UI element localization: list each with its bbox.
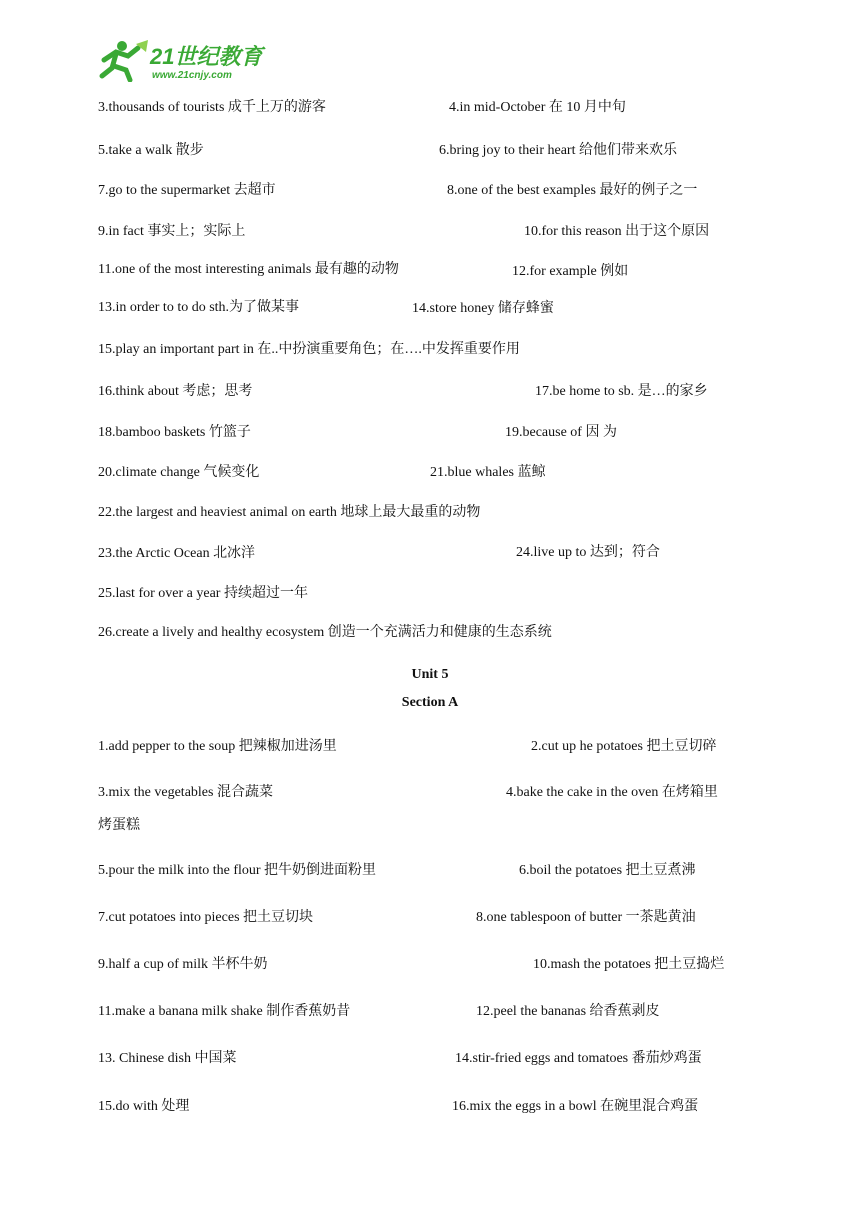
phrase-item: 16.think about 考虑；思考 [98,384,253,399]
phrase-item: 9.in fact 事实上；实际上 [98,224,246,239]
phrase-item: 11.one of the most interesting animals 最有趣的动物 [98,262,399,277]
phrase-item: 3.thousands of tourists 成千上万的游客 [98,100,326,115]
phrase-item: 18.bamboo baskets 竹篮子 [98,425,251,440]
phrase-item: 烤蛋糕 [98,818,140,833]
phrase-item: 19.because of 因 为 [505,425,617,440]
logo-graphic [98,38,268,82]
phrase-item: 25.last for over a year 持续超过一年 [98,586,308,601]
phrase-item: 20.climate change 气候变化 [98,465,260,480]
phrase-item: 1.add pepper to the soup 把辣椒加进汤里 [98,739,337,754]
phrase-item: 14.stir-fried eggs and tomatoes 番茄炒鸡蛋 [455,1051,702,1066]
phrase-item: 7.go to the supermarket 去超市 [98,183,276,198]
phrase-item: 3.mix the vegetables 混合蔬菜 [98,785,273,800]
phrase-item: 14.store honey 储存蜂蜜 [412,301,554,316]
phrase-item: 2.cut up he potatoes 把土豆切碎 [531,739,717,754]
unit-title: Unit 5 [411,667,449,682]
phrase-item: 4.bake the cake in the oven 在烤箱里 [506,785,718,800]
phrase-item: 4.in mid-October 在 10 月中旬 [449,100,626,115]
logo-sub-text: www.21cnjy.com [152,70,232,81]
logo [98,38,268,82]
phrase-item: 13.in order to to do sth.为了做某事 [98,300,300,315]
logo-main-text: 21世纪教育 [150,44,263,69]
phrase-item: 11.make a banana milk shake 制作香蕉奶昔 [98,1004,351,1019]
phrase-item: 8.one tablespoon of butter 一茶匙黄油 [476,910,696,925]
phrase-item: 15.play an important part in 在..中扮演重要角色；在….中发挥重要作用 [98,342,520,357]
phrase-item: 26.create a lively and healthy ecosystem 创造一个充满活力和健康的生态系统 [98,625,552,640]
phrase-item: 5.pour the milk into the flour 把牛奶倒进面粉里 [98,863,377,878]
section-title: Section A [401,695,459,710]
phrase-item: 15.do with 处理 [98,1099,190,1114]
phrase-item: 8.one of the best examples 最好的例子之一 [447,183,698,198]
phrase-item: 6.boil the potatoes 把土豆煮沸 [519,863,696,878]
phrase-item: 12.for example 例如 [512,264,629,279]
phrase-item: 6.bring joy to their heart 给他们带来欢乐 [439,143,677,158]
phrase-item: 22.the largest and heaviest animal on earth 地球上最大最重的动物 [98,505,481,520]
phrase-item: 10.for this reason 出于这个原因 [524,224,710,239]
phrase-item: 23.the Arctic Ocean 北冰洋 [98,546,256,561]
phrase-item: 24.live up to 达到；符合 [516,545,660,560]
phrase-item: 13. Chinese dish 中国菜 [98,1051,237,1066]
phrase-item: 17.be home to sb. 是…的家乡 [535,384,708,399]
phrase-item: 16.mix the eggs in a bowl 在碗里混合鸡蛋 [452,1099,699,1114]
phrase-item: 5.take a walk 散步 [98,143,204,158]
phrase-item: 7.cut potatoes into pieces 把土豆切块 [98,910,314,925]
phrase-item: 21.blue whales 蓝鲸 [430,465,546,480]
phrase-item: 9.half a cup of milk 半杯牛奶 [98,957,268,972]
phrase-item: 12.peel the bananas 给香蕉剥皮 [476,1004,660,1019]
phrase-item: 10.mash the potatoes 把土豆捣烂 [533,957,725,972]
